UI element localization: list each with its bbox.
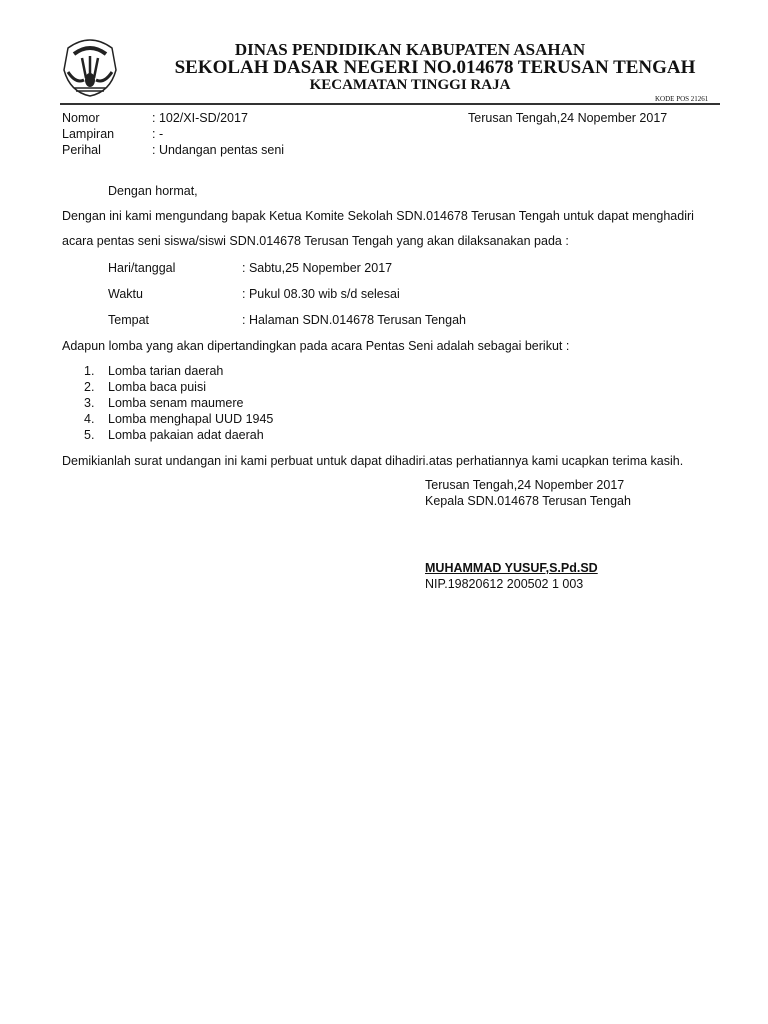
list-text: Lomba senam maumere: [108, 396, 244, 410]
list-item: [84, 364, 273, 380]
meta-value: : Undangan pentas seni: [152, 143, 285, 157]
list-text: Lomba tarian daerah: [108, 364, 224, 378]
meta-value: : -: [152, 127, 164, 141]
list-number: 3.: [84, 396, 95, 410]
closing: Demikianlah surat undangan ini kami perbuat untuk dapat dihadiri.atas perhatiannya kami ucapkan terima kasih.: [62, 454, 684, 468]
detail-value: : Halaman SDN.014678 Terusan Tengah: [242, 313, 466, 327]
greeting: Dengan hormat,: [108, 184, 198, 198]
event-details: [108, 261, 466, 339]
list-intro: Adapun lomba yang akan dipertandingkan pada acara Pentas Seni adalah sebagai berikut :: [62, 339, 570, 353]
list-number: 4.: [84, 412, 95, 426]
detail-label: Tempat: [108, 313, 149, 327]
school-logo: [60, 34, 120, 98]
intro-line-1: Dengan ini kami mengundang bapak Ketua Komite Sekolah SDN.014678 Terusan Tengah untuk dapat menghadiri: [62, 209, 694, 223]
meta-row: [62, 127, 284, 143]
signatory-name: MUHAMMAD YUSUF,S.Pd.SD: [425, 561, 598, 575]
postal-code: KODE POS 21261: [655, 95, 709, 103]
list-text: Lomba pakaian adat daerah: [108, 428, 264, 442]
signatory-nip: NIP.19820612 200502 1 003: [425, 577, 584, 591]
meta-row: [62, 143, 284, 159]
meta-value: : 102/XI-SD/2017: [152, 111, 248, 125]
detail-value: : Sabtu,25 Nopember 2017: [242, 261, 393, 275]
detail-row: [108, 261, 466, 287]
signature-position: Kepala SDN.014678 Terusan Tengah: [425, 494, 631, 508]
signature-place-date: Terusan Tengah,24 Nopember 2017: [425, 478, 625, 492]
detail-value: : Pukul 08.30 wib s/d selesai: [242, 287, 400, 301]
letter-meta: [62, 111, 284, 159]
list-item: [84, 428, 273, 444]
intro-line-2: acara pentas seni siswa/siswi SDN.014678 Terusan Tengah yang akan dilaksanakan pada :: [62, 234, 569, 248]
meta-label: Lampiran: [62, 127, 115, 141]
list-item: [84, 396, 273, 412]
detail-label: Hari/tanggal: [108, 261, 176, 275]
letterhead-district: KECAMATAN TINGGI RAJA: [309, 77, 511, 93]
meta-label: Perihal: [62, 143, 101, 157]
list-number: 2.: [84, 380, 95, 394]
letter-date: Terusan Tengah,24 Nopember 2017: [468, 111, 668, 125]
list-number: 5.: [84, 428, 95, 442]
list-item: [84, 412, 273, 428]
list-number: 1.: [84, 364, 95, 378]
letterhead-school: SEKOLAH DASAR NEGERI NO.014678 TERUSAN TENGAH: [174, 57, 696, 78]
header-divider: [60, 103, 720, 105]
detail-row: [108, 287, 466, 313]
list-text: Lomba baca puisi: [108, 380, 206, 394]
detail-label: Waktu: [108, 287, 143, 301]
letterhead-agency: DINAS PENDIDIKAN KABUPATEN ASAHAN: [234, 40, 586, 59]
detail-row: [108, 313, 466, 339]
list-text: Lomba menghapal UUD 1945: [108, 412, 274, 426]
meta-label: Nomor: [62, 111, 100, 125]
list-item: [84, 380, 273, 396]
meta-row: [62, 111, 284, 127]
competition-list: [84, 364, 273, 444]
